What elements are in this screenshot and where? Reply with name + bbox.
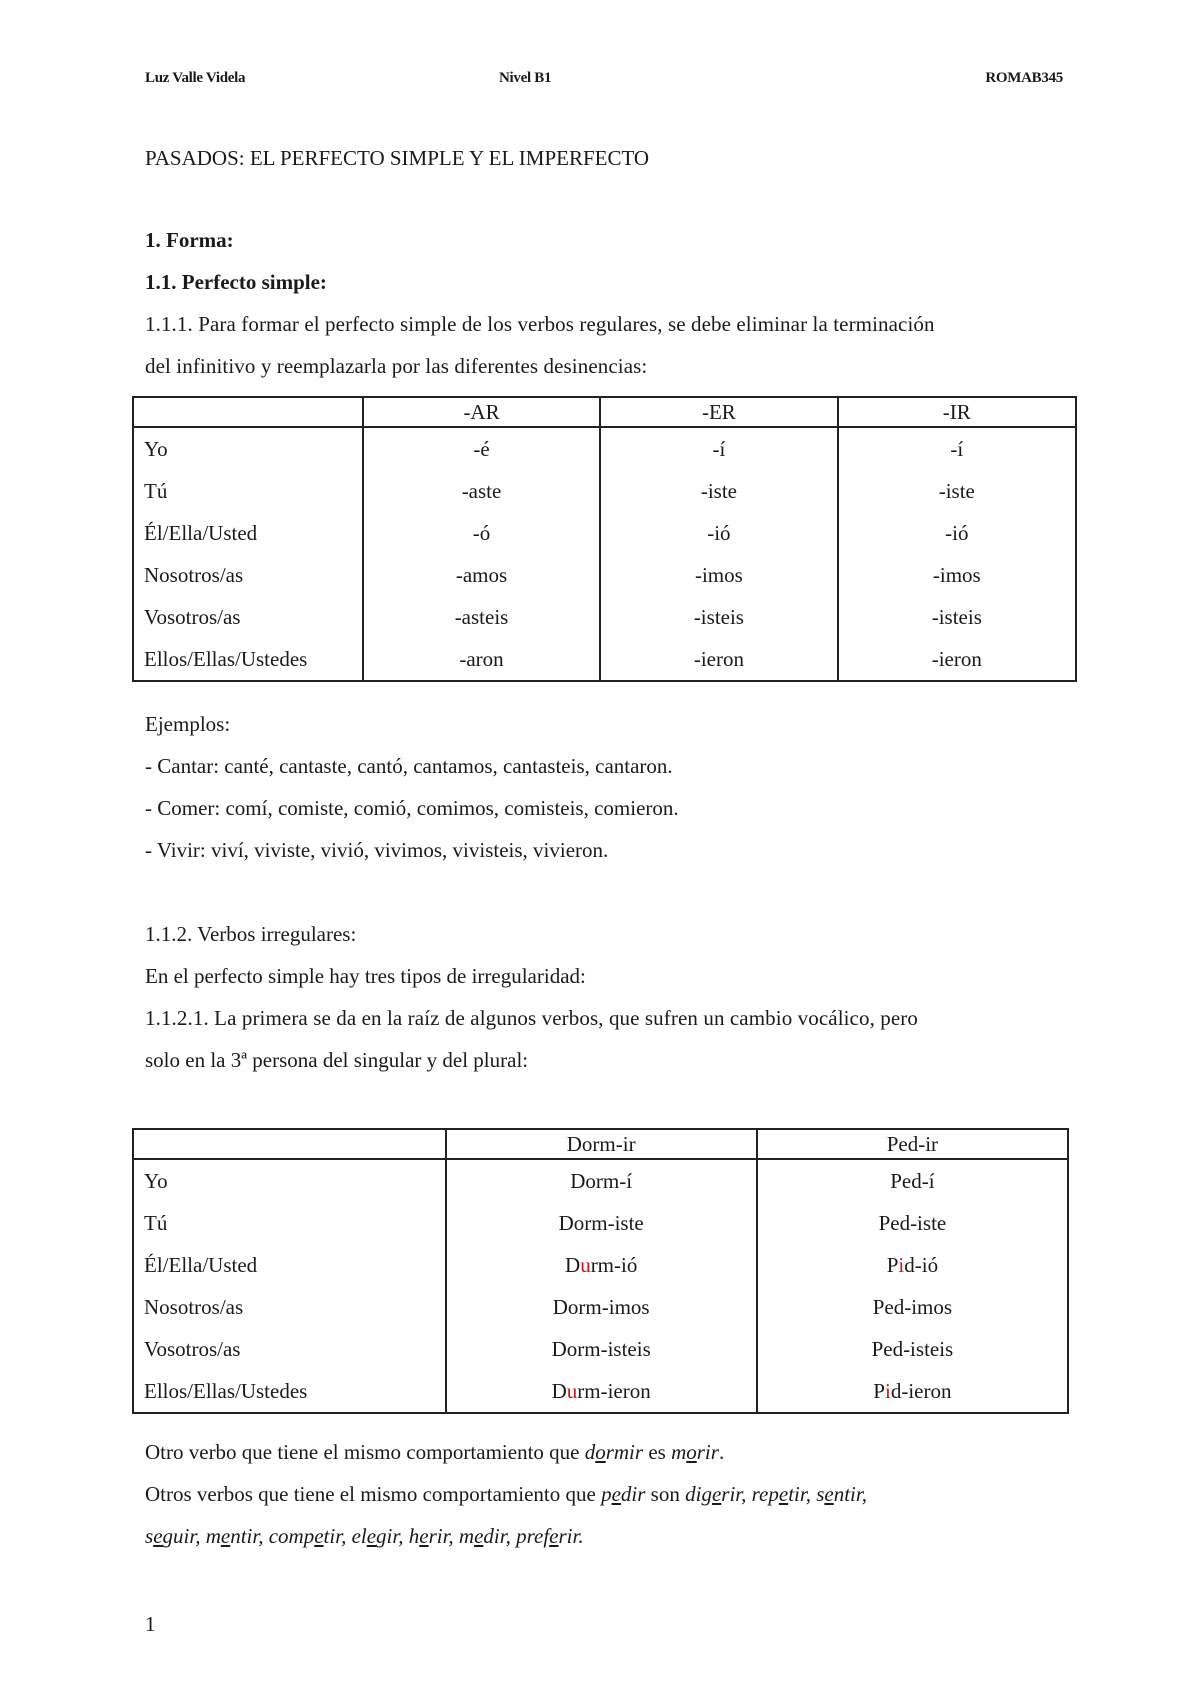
paragraph-112-intro: En el perfecto simple hay tres tipos de irregularidad: (145, 964, 586, 988)
table2-pedir-cell: Ped-í (757, 1159, 1068, 1202)
table2-pedir-cell: Pid-ió (757, 1244, 1068, 1286)
verb-example: mentir, (205, 1524, 269, 1548)
table1-person-cell: Vosotros/as (133, 596, 363, 638)
table2-row (133, 1286, 1068, 1328)
table1-row (133, 512, 1076, 554)
table2-dormir-cell: Durm-ió (446, 1244, 757, 1286)
table2-header-cell: Ped-ir (757, 1129, 1068, 1159)
note-pedir-mid: son (645, 1482, 686, 1506)
verb-example: medir, (458, 1524, 517, 1548)
paragraph-1121-line2: solo en la 3ª persona del singular y del plural: (145, 1048, 529, 1072)
note-pedir-pre: Otros verbos que tiene el mismo comportamiento que (145, 1482, 602, 1506)
table1-ending-cell: -é (363, 427, 600, 470)
table1-header-cell: -ER (600, 397, 837, 427)
table2-header-cell: Dorm-ir (446, 1129, 757, 1159)
table2-pedir-cell: Ped-isteis (757, 1328, 1068, 1370)
table2-person-cell: Ellos/Ellas/Ustedes (133, 1370, 446, 1413)
paragraph-111-line1: 1.1.1. Para formar el perfecto simple de los verbos regulares, se debe eliminar la terminación (145, 312, 935, 336)
irregular-stem-table (132, 1128, 1069, 1414)
table1-ending-cell: -asteis (363, 596, 600, 638)
table2-person-cell: Yo (133, 1159, 446, 1202)
regular-endings-table (132, 396, 1077, 682)
table1-person-cell: Él/Ella/Usted (133, 512, 363, 554)
table1-row (133, 596, 1076, 638)
page-header (145, 70, 1063, 94)
example-cantar: - Cantar: canté, cantaste, cantó, cantamos, cantasteis, cantaron. (145, 754, 673, 778)
verb-example: sentir, (816, 1482, 867, 1506)
table1-ending-cell: -í (600, 427, 837, 470)
table1-row (133, 470, 1076, 512)
table1-row (133, 427, 1076, 470)
table2-person-cell: Nosotros/as (133, 1286, 446, 1328)
table1-ending-cell: -aste (363, 470, 600, 512)
verb-morir: morir (671, 1440, 719, 1464)
verb-example: repetir, (751, 1482, 817, 1506)
example-vivir: - Vivir: viví, viviste, vivió, vivimos, vivisteis, vivieron. (145, 838, 609, 862)
note-morir-mid: es (643, 1440, 672, 1464)
table1-header-cell (133, 397, 363, 427)
paragraph-111-line2: del infinitivo y reemplazarla por las diferentes desinencias: (145, 354, 648, 378)
paragraph-112-heading: 1.1.2. Verbos irregulares: (145, 922, 357, 946)
document-title: PASADOS: EL PERFECTO SIMPLE Y EL IMPERFECTO (145, 146, 650, 170)
examples-label: Ejemplos: (145, 712, 231, 736)
table2-pedir-cell: Pid-ieron (757, 1370, 1068, 1413)
table1-ending-cell: -ieron (838, 638, 1076, 681)
table2-row (133, 1159, 1068, 1202)
page-number: 1 (145, 1612, 156, 1636)
table1-person-cell: Yo (133, 427, 363, 470)
table2-person-cell: Tú (133, 1202, 446, 1244)
table1-ending-cell: -isteis (838, 596, 1076, 638)
table1-ending-cell: -isteis (600, 596, 837, 638)
table1-ending-cell: -ieron (600, 638, 837, 681)
table2-dormir-cell: Dorm-í (446, 1159, 757, 1202)
table1-ending-cell: -imos (600, 554, 837, 596)
table2-row (133, 1202, 1068, 1244)
header-level: Nivel B1 (499, 70, 552, 86)
table2-dormir-cell: Dorm-isteis (446, 1328, 757, 1370)
table2-dormir-cell: Durm-ieron (446, 1370, 757, 1413)
table2-person-cell: Vosotros/as (133, 1328, 446, 1370)
section-heading-perfecto-simple: 1.1. Perfecto simple: (145, 270, 327, 294)
table1-ending-cell: -imos (838, 554, 1076, 596)
table1-ending-cell: -ió (600, 512, 837, 554)
table2-row (133, 1370, 1068, 1413)
header-author: Luz Valle Videla (145, 70, 246, 86)
table1-ending-cell: -iste (600, 470, 837, 512)
verb-example: elegir, (351, 1524, 409, 1548)
table1-ending-cell: -aron (363, 638, 600, 681)
table2-dormir-cell: Dorm-iste (446, 1202, 757, 1244)
table1-person-cell: Nosotros/as (133, 554, 363, 596)
note-pedir-line2 (145, 1524, 584, 1549)
table1-person-cell: Ellos/Ellas/Ustedes (133, 638, 363, 681)
verb-example: competir, (268, 1524, 352, 1548)
table1-header-cell: -AR (363, 397, 600, 427)
note-morir-pre: Otro verbo que tiene el mismo comportamiento que (145, 1440, 585, 1464)
section-heading-forma: 1. Forma: (145, 228, 234, 252)
table1-ending-cell: -í (838, 427, 1076, 470)
table1-header-cell: -IR (838, 397, 1076, 427)
table2-person-cell: Él/Ella/Usted (133, 1244, 446, 1286)
note-pedir-line1 (145, 1482, 867, 1507)
table2-row (133, 1328, 1068, 1370)
table2-row (133, 1244, 1068, 1286)
table2-dormir-cell: Dorm-imos (446, 1286, 757, 1328)
table2-header-cell (133, 1129, 446, 1159)
table1-row (133, 638, 1076, 681)
table1-ending-cell: -iste (838, 470, 1076, 512)
example-comer: - Comer: comí, comiste, comió, comimos, comisteis, comieron. (145, 796, 679, 820)
table1-ending-cell: -amos (363, 554, 600, 596)
verb-example: digerir, (685, 1482, 752, 1506)
table2-pedir-cell: Ped-imos (757, 1286, 1068, 1328)
table1-person-cell: Tú (133, 470, 363, 512)
note-morir: Otro verbo que tiene el mismo comportamiento que dormir es morir. (145, 1440, 725, 1464)
paragraph-1121-line1: 1.1.2.1. La primera se da en la raíz de algunos verbos, que sufren un cambio vocálico, pero (145, 1006, 918, 1030)
table1-ending-cell: -ó (363, 512, 600, 554)
table1-ending-cell: -ió (838, 512, 1076, 554)
verb-pedir: pedir (601, 1482, 646, 1506)
verb-example: seguir, (145, 1524, 206, 1548)
verb-dormir: dormir (584, 1440, 644, 1464)
verb-example: preferir. (516, 1524, 584, 1548)
table1-row (133, 554, 1076, 596)
header-course: ROMAB345 (985, 70, 1063, 86)
verb-example: herir, (408, 1524, 459, 1548)
table2-pedir-cell: Ped-iste (757, 1202, 1068, 1244)
